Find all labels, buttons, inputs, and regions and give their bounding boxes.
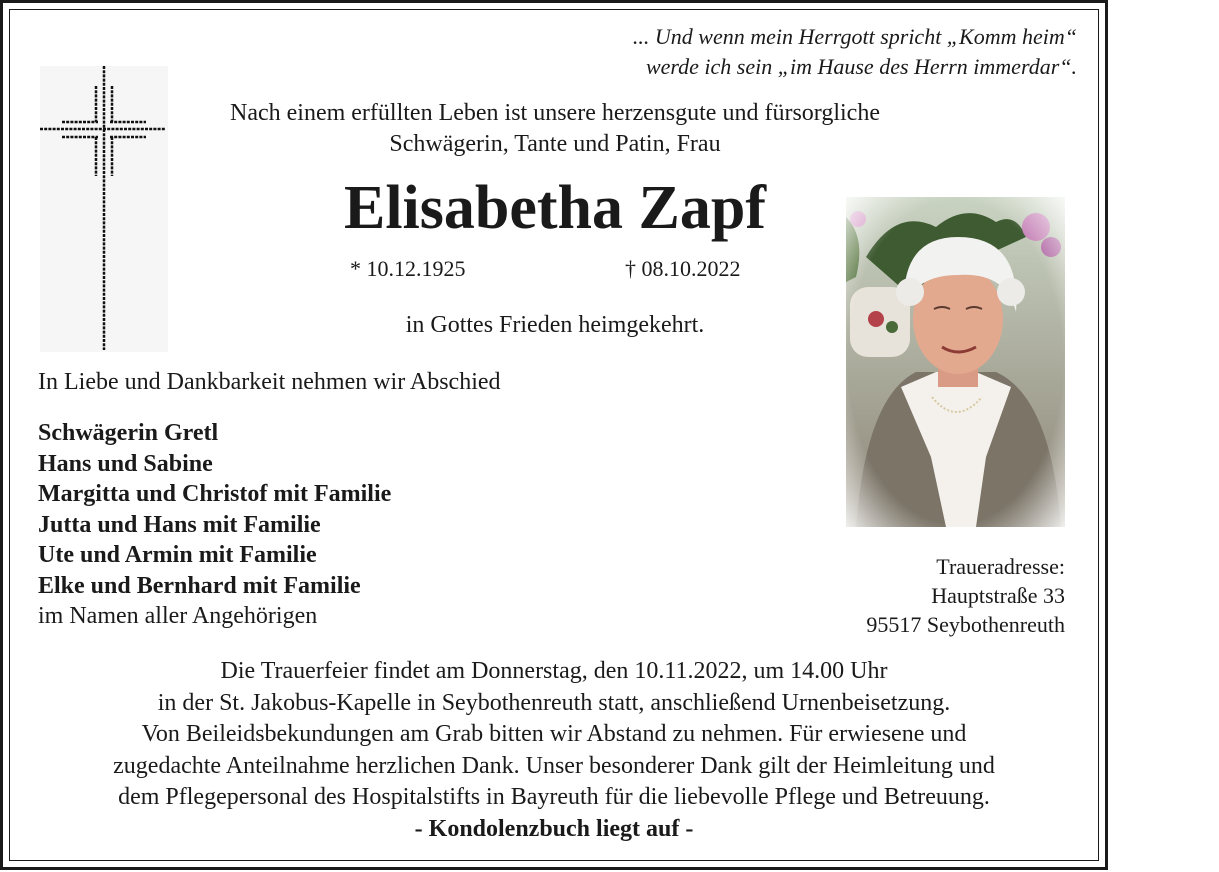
condolence-book-note: - Kondolenzbuch liegt auf - [414,815,694,842]
peace-line: in Gottes Frieden heimgekehrt. [405,312,705,338]
intro-text [170,98,940,160]
farewell-text: In Liebe und Dankbarkeit nehmen wir Abschied [38,369,501,395]
quote-line-2: werde ich sein „im Hause des Herrn immerdar“. [645,54,1077,79]
ceremony-text [20,656,1088,845]
death-date: † 08.10.2022 [625,256,741,281]
intro-line-2: Schwägerin, Tante und Patin, Frau [389,131,721,157]
portrait-photo [846,197,1065,527]
deceased-name: Elisabetha Zapf [343,174,767,242]
mourner-name: Margitta und Christof mit Familie [38,481,392,507]
mourning-address [866,552,1065,639]
mourner-name: Elke und Bernhard mit Familie [38,572,361,599]
ceremony-line-3: Von Beileidsbekundungen am Grab bitten wir Abstand zu nehmen. Für erwiesene und [141,721,967,747]
ceremony-line-2: in der St. Jakobus-Kapelle in Seybothenreuth statt, anschließend Urnenbeisetzung. [157,689,951,716]
address-label: Traueradresse: [936,554,1065,579]
address-city: 95517 Seybothenreuth [866,612,1065,637]
mourner-name: Hans und Sabine [38,450,213,477]
mourners-closing: im Namen aller Angehörigen [38,603,318,629]
mourner-name: Ute und Armin mit Familie [38,542,317,568]
mourner-name: Schwägerin Gretl [38,420,219,446]
cross-icon [40,66,168,352]
epigraph-quote [633,22,1077,82]
mourners-list [38,418,391,632]
ceremony-line-4: zugedachte Anteilnahme herzlichen Dank. Unser besonderer Dank gilt der Heimleitung und [113,752,995,779]
ceremony-line-5: dem Pflegepersonal des Hospitalstifts in Bayreuth für die liebevolle Pflege und Betreuung. [118,784,990,810]
quote-line-1: ... Und wenn mein Herrgott spricht „Komm heim“ [632,24,1077,49]
address-street: Hauptstraße 33 [931,583,1065,608]
intro-line-1: Nach einem erfüllten Leben ist unsere herzensgute und fürsorgliche [230,100,880,126]
birth-date: * 10.12.1925 [350,256,466,281]
ceremony-line-1: Die Trauerfeier findet am Donnerstag, den 10.11.2022, um 14.00 Uhr [220,658,888,684]
mourner-name: Jutta und Hans mit Familie [38,511,321,538]
